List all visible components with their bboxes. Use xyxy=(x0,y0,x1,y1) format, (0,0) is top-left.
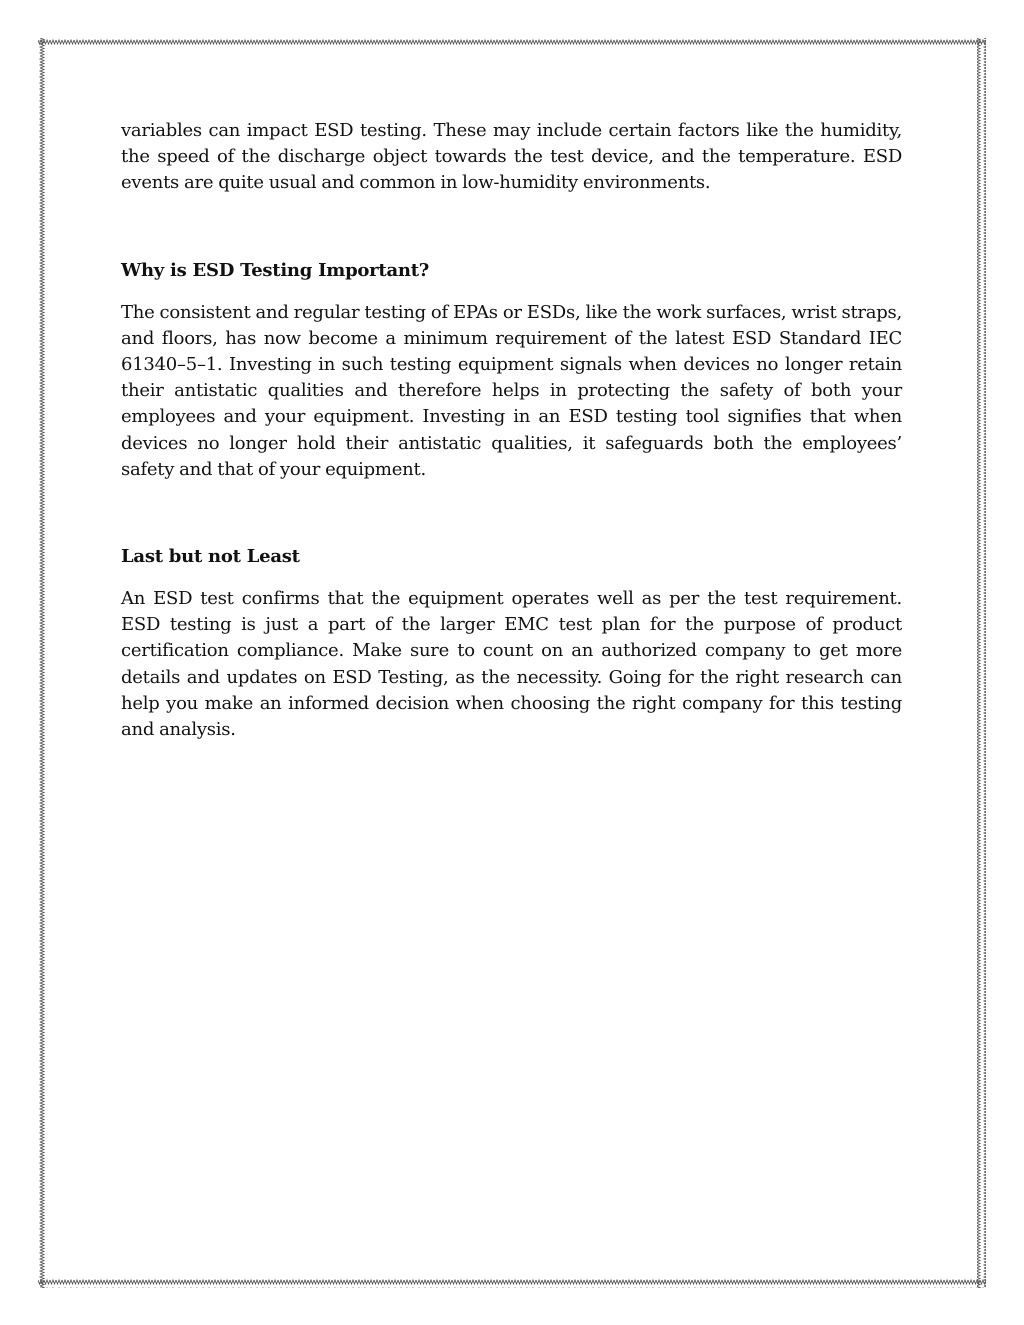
importance-paragraph: The consistent and regular testing of EPAs or ESDs, like the work surfaces, wrist straps, and floors, has now become a minimum requirement of the latest ESD Standard IEC 61340–5–1. Investing in such testing equipment signals when devices no longer retain their antistatic qualities and therefore helps in protecting the safety of both your employees and your equipment. Investing in an ESD testing tool signifies that when devices no longer hold their antistatic qualities, it safeguards both the employees’ safety and that of your equipment. xyxy=(121,301,902,480)
conclusion-heading: Last but not Least xyxy=(121,546,300,568)
document-body xyxy=(121,118,902,743)
conclusion-paragraph: An ESD test confirms that the equipment operates well as per the test requirement. ESD testing is just a part of the larger EMC test plan for the purpose of product certification compliance. Make sure to count on an authorized company to get more details and updates on ESD Testing, as the necessity. Going for the right research can help you make an informed decision when choosing the right company for this testing and analysis. xyxy=(121,588,902,741)
intro-continuation-paragraph: variables can impact ESD testing. These may include certain factors like the humidity, the speed of the discharge object towards the test device, and the temperature. ESD events are quite usual and common in low-humidity environments. xyxy=(121,120,902,194)
importance-heading: Why is ESD Testing Important? xyxy=(121,259,430,281)
